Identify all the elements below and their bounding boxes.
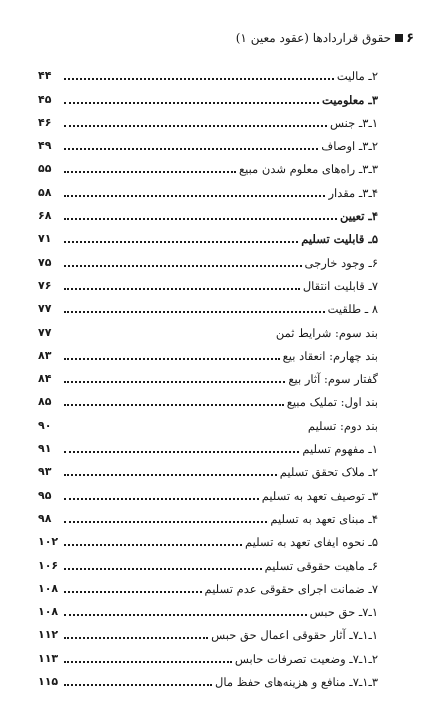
- dot-leader: [64, 241, 298, 243]
- toc-entry-label: ۲ـ۳ـ اوصاف: [321, 139, 378, 154]
- toc-entry-page: ۴۴: [38, 69, 52, 83]
- toc-entry-label: بند سوم: شرایط ثمن: [275, 325, 378, 340]
- toc-entry: [38, 526, 378, 549]
- toc-entry: [38, 549, 378, 572]
- toc-entry: [38, 153, 378, 176]
- toc-entry-page: ۱۰۸: [38, 605, 59, 619]
- toc-entry-label: بند چهارم: انعقاد بیع: [282, 348, 378, 363]
- toc-entry: [38, 666, 378, 689]
- toc-entry-label: ۳ـ معلومیت: [322, 92, 378, 107]
- toc-entry-label: ۵ـ نحوه ایفای تعهد به تسلیم: [245, 535, 378, 550]
- toc-entry-page: ۱۱۲: [38, 628, 59, 642]
- toc-entry: [38, 83, 378, 106]
- dot-leader: [64, 195, 325, 197]
- dot-leader: [64, 568, 262, 570]
- toc-entry: [38, 503, 378, 526]
- toc-entry-page: ۹۱: [38, 442, 52, 456]
- toc-entry: [38, 596, 378, 619]
- toc-entry-label: ۳ـ۱ـ۷ـ منافع و هزینه‌های حفظ مال: [215, 675, 378, 690]
- toc-entry-label: بند دوم: تسلیم: [307, 418, 378, 433]
- toc-entry-page: ۴۹: [38, 139, 52, 153]
- toc-entry: [38, 619, 378, 642]
- running-title: حقوق قراردادها (عقود معین ۱): [235, 31, 392, 45]
- toc-entry: [38, 293, 378, 316]
- dot-leader: [64, 265, 302, 267]
- toc-entry: [38, 433, 378, 456]
- toc-entry-label: ۴ـ تعیین: [339, 209, 378, 224]
- toc-entry-label: ۱ـ۱ـ۷ـ آثار حقوقی اعمال حق حبس: [211, 628, 378, 643]
- toc-entry-label: گفتار سوم: آثار بیع: [288, 372, 378, 387]
- toc-entry-label: ۷ـ ضمانت اجرای حقوقی عدم تسلیم: [204, 581, 378, 596]
- toc-entry-page: ۵۵: [38, 162, 52, 176]
- toc-entry: [38, 479, 378, 502]
- dot-leader: [64, 451, 299, 453]
- toc-entry-page: ۷۷: [38, 302, 52, 316]
- dot-leader: [64, 311, 325, 313]
- toc-entry: [38, 60, 378, 83]
- toc-entry-label: بند اول: تملیک مبیع: [286, 395, 378, 410]
- toc-entry: [38, 456, 378, 479]
- toc-entry-page: ۸۴: [38, 372, 52, 386]
- dot-leader: [64, 591, 202, 593]
- toc-entry-page: ۱۱۵: [38, 675, 59, 689]
- toc-entry-label: ۱ـ۷ـ حق حبس: [309, 605, 378, 620]
- dot-leader: [64, 171, 236, 173]
- toc-entry-label: ۲ـ ملاک تحقق تسلیم: [279, 465, 378, 480]
- toc-entry-label: ۷ـ قابلیت انتقال: [302, 278, 378, 293]
- dot-leader: [64, 125, 327, 127]
- toc-entry: [38, 246, 378, 269]
- toc-entry: [38, 409, 378, 432]
- toc-entry-label: ۲ـ۱ـ۷ـ وضعیت تصرفات حابس: [234, 651, 378, 666]
- toc-entry-page: ۱۰۸: [38, 581, 59, 595]
- toc-entry-page: ۱۰۲: [38, 535, 59, 549]
- toc-entry-page: ۸۳: [38, 348, 52, 362]
- toc-entry-label: ۳ـ۳ـ راه‌های معلوم شدن مبیع: [239, 162, 378, 177]
- dot-leader: [64, 404, 284, 406]
- toc-entry-label: ۲ـ مالیت: [336, 69, 378, 84]
- toc-entry-page: ۷۶: [38, 278, 52, 292]
- dot-leader: [64, 102, 319, 104]
- toc-entry-label: ۶ـ ماهیت حقوقی تسلیم: [264, 558, 378, 573]
- toc-entry-page: ۴۵: [38, 92, 52, 106]
- dot-leader: [64, 637, 208, 639]
- toc-entry-page: ۹۸: [38, 511, 52, 525]
- toc-entry-page: ۴۶: [38, 115, 52, 129]
- toc-entry-label: ۶ـ وجود خارجی: [304, 255, 378, 270]
- dot-leader: [64, 78, 334, 80]
- toc-entry-label: ۵ـ قابلیت تسلیم: [301, 232, 378, 247]
- dot-leader: [64, 661, 232, 663]
- dot-leader: [64, 521, 267, 523]
- toc-entry-label: ۴ـ۳ـ مقدار: [328, 185, 378, 200]
- toc-entry-label: ۳ـ توصیف تعهد به تسلیم: [261, 488, 378, 503]
- toc-entry-page: ۱۱۳: [38, 651, 59, 665]
- toc-entry: [38, 340, 378, 363]
- dot-leader: [64, 498, 259, 500]
- dot-leader: [64, 474, 277, 476]
- toc-entry: [38, 107, 378, 130]
- dot-leader: [64, 614, 307, 616]
- toc-entry: [38, 642, 378, 665]
- toc-entry: [38, 386, 378, 409]
- toc-entry-page: ۹۰: [38, 418, 52, 432]
- dot-leader: [64, 358, 280, 360]
- toc-entry-page: ۶۸: [38, 209, 52, 223]
- toc-entry-page: ۸۵: [38, 395, 52, 409]
- dot-leader: [64, 544, 242, 546]
- square-bullet-icon: [395, 34, 403, 42]
- toc-entry: [38, 573, 378, 596]
- toc-entry: [38, 176, 378, 199]
- toc-entry-page: ۷۱: [38, 232, 52, 246]
- toc-entry: [38, 270, 378, 293]
- toc-entry-label: ۱ـ۳ـ جنس: [329, 115, 378, 130]
- toc-entry-label: ۴ـ مبنای تعهد به تسلیم: [270, 511, 378, 526]
- toc-entry-page: ۷۵: [38, 255, 52, 269]
- page-number: ۶: [406, 30, 414, 46]
- toc-entry-page: ۱۰۶: [38, 558, 59, 572]
- toc-entry-label: ۱ـ مفهوم تسلیم: [302, 442, 378, 457]
- toc-entry-page: ۹۵: [38, 488, 52, 502]
- toc-entry: [38, 363, 378, 386]
- toc-entry-page: ۹۳: [38, 465, 52, 479]
- toc-entry: [38, 223, 378, 246]
- toc-entry: [38, 200, 378, 223]
- dot-leader: [64, 381, 285, 383]
- toc-entry: [38, 316, 378, 339]
- dot-leader: [64, 218, 337, 220]
- toc-entry-page: ۵۸: [38, 185, 52, 199]
- running-header: [40, 28, 414, 48]
- dot-leader: [64, 148, 318, 150]
- toc-entry: [38, 130, 378, 153]
- dot-leader: [64, 288, 300, 290]
- toc-entry-label: ۸ ـ طلقیت: [327, 302, 378, 317]
- toc-entry-page: ۷۷: [38, 325, 52, 339]
- dot-leader: [64, 684, 212, 686]
- table-of-contents: [38, 60, 378, 689]
